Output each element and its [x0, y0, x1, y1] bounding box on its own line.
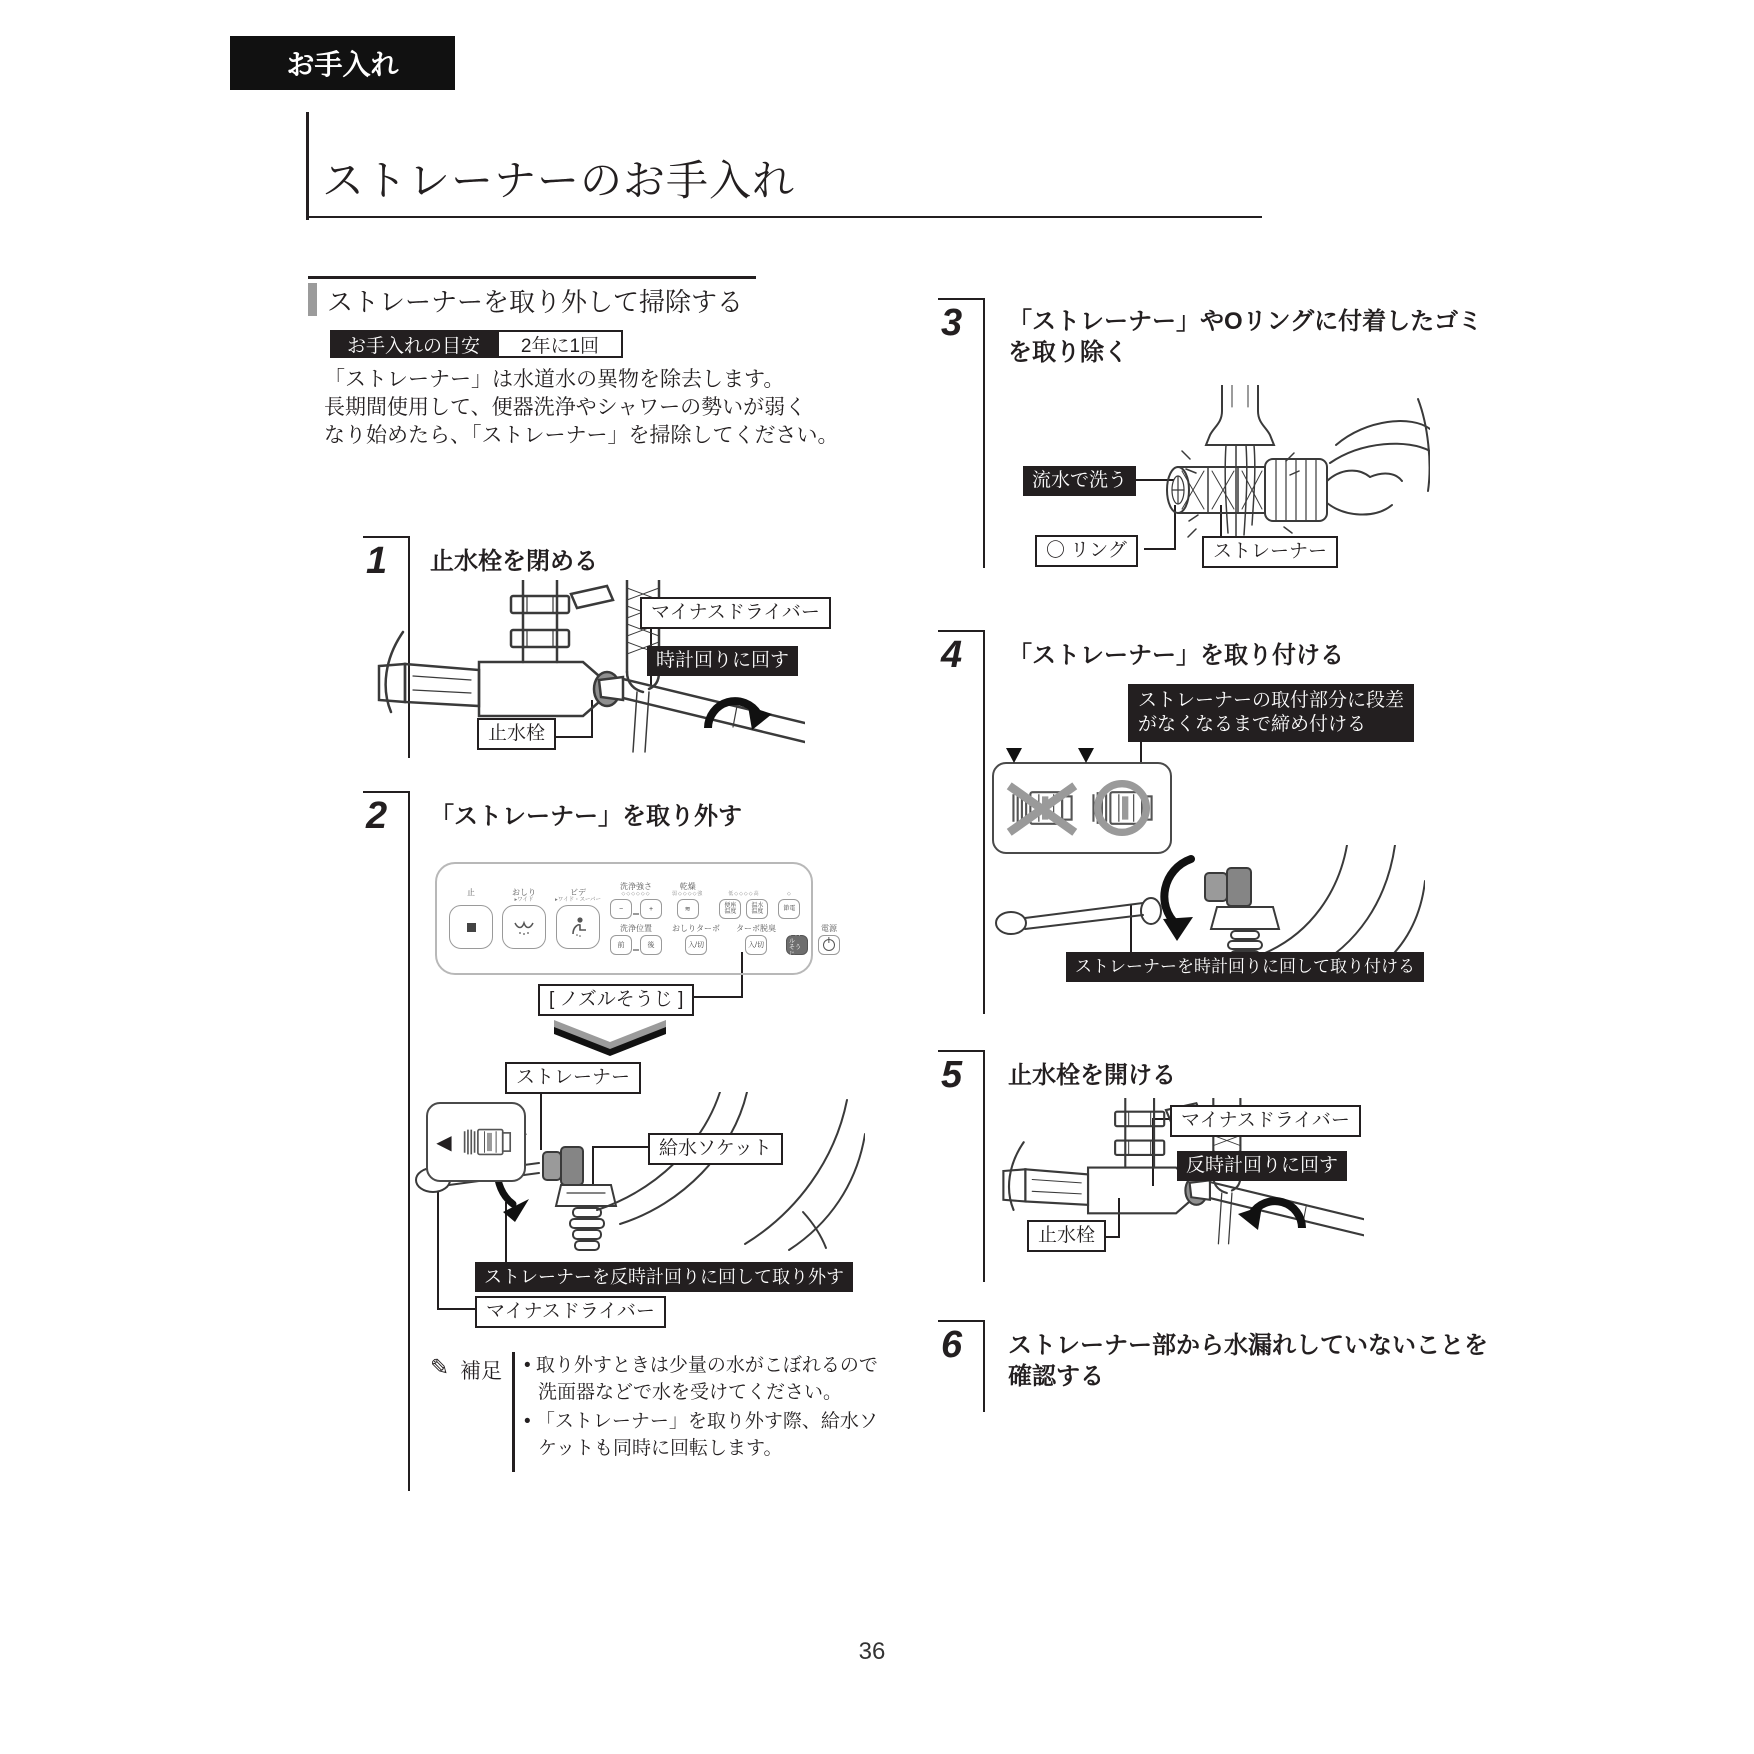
step2-strainer-label: ストレーナー [505, 1062, 641, 1094]
strainer-callout-bubble [426, 1102, 526, 1182]
remote-power-group [818, 924, 840, 955]
step2-socket-label: 給水ソケット [648, 1133, 783, 1165]
title-rule-horizontal [306, 216, 1262, 218]
step3-number: 3 [941, 302, 963, 344]
remote-dryer-button: ≋ [677, 899, 699, 919]
nozzle-l2: そうじ [789, 945, 802, 958]
step6-number: 6 [941, 1324, 963, 1366]
chapter-tab-label: お手入れ [286, 49, 399, 80]
step4-number: 4 [941, 634, 963, 676]
step4-tighten-label [1128, 684, 1414, 742]
strainer-part-icon [458, 1120, 516, 1164]
remote-nozzle-clean-button [786, 932, 808, 958]
step1-driver-label: マイナスドライバー [640, 597, 831, 629]
nozzle-l1: ノズル [789, 932, 801, 945]
remote-seat-temp-button [719, 899, 741, 919]
step1-rule-top [363, 536, 410, 538]
maintenance-guide-value [497, 330, 623, 358]
remote-dryer-scale: 弱◇◇◇◇強 [672, 891, 704, 897]
remote-dryer-label: 乾燥 [679, 882, 696, 891]
maintenance-guide-label [330, 330, 497, 358]
step3-rule-top [938, 298, 985, 300]
intro-line-2: 長期間使用して、便器洗浄やシャワーの勢いが弱く [324, 396, 807, 419]
spray-icon [511, 917, 537, 937]
step6-rule-side [983, 1320, 985, 1412]
remote-eco-scale: ◇ [787, 891, 792, 897]
step2-title: 「ストレーナー」を取り外す [430, 803, 742, 830]
remote-stop-group [449, 888, 493, 949]
remote-eco-button: 節電 [778, 899, 800, 919]
step3-rule-side [983, 298, 985, 568]
remote-dryer-group [672, 882, 703, 919]
step4-turn-label: ストレーナーを時計回りに回して取り付ける [1066, 952, 1424, 982]
nozzle-label-pointer-h [688, 996, 743, 998]
section-rule-top [308, 276, 756, 279]
remote-deodor-group [736, 924, 776, 955]
step5-driver-label: マイナスドライバー [1170, 1105, 1361, 1137]
step3-rinse-label: 流水で洗う [1023, 466, 1136, 496]
remote-bide-sub: ▸ワイド・スーパー [555, 897, 602, 903]
step5-turn-label: 反時計回りに回す [1177, 1151, 1347, 1181]
remote-stop-label: 止 [467, 888, 475, 897]
remote-oshiri-group [502, 888, 546, 949]
step4-rule-side [983, 630, 985, 1014]
step2-number: 2 [366, 795, 388, 837]
remote-deodor-button: 入/切 [745, 935, 767, 955]
intro-line-3: なり始めたら、「ストレーナー」を掃除してください。 [324, 424, 839, 447]
down-chevron-icon [552, 1020, 668, 1056]
remote-oshiri-sub: ▸ワイド [514, 897, 534, 903]
remote-strength-scale: ◇◇◇◇◇◇ [621, 891, 651, 897]
maintenance-guide-value-text: 2年に1回 [520, 335, 600, 357]
remote-oshiri-turbo-group [672, 924, 720, 955]
down-arrow-icon [1078, 748, 1094, 763]
remote-power-label: 電源 [821, 924, 838, 933]
button-connector [633, 949, 639, 951]
step2-nozzle-label: [ ノズルそうじ ] [538, 984, 694, 1016]
step1-valve-label: 止水栓 [477, 718, 556, 750]
remote-temp-group [719, 891, 768, 919]
correct-mount-icon [1085, 779, 1159, 837]
remote-oshiri-button [502, 905, 546, 949]
remote-button-panel [610, 882, 840, 958]
step6-title-line2: 確認する [1008, 1363, 1104, 1390]
step1-turn-label: 時計回りに回す [647, 646, 798, 676]
seated-person-icon [565, 916, 591, 938]
step4-compare-bubble [992, 762, 1172, 854]
title-rule-vertical [306, 112, 309, 220]
step2-turn-label: ストレーナーを反時計回りに回して取り外す [475, 1262, 853, 1292]
remote-nozzle-clean-group [786, 932, 808, 958]
wrong-mount-icon [1005, 779, 1079, 837]
remote-bide-group [555, 888, 601, 949]
section-title: ストレーナーを取り外して掃除する [327, 287, 744, 317]
step5-rule-top [938, 1050, 985, 1052]
step2-driver-pointer-h [437, 1308, 477, 1310]
water-temp-l2: 温度 [751, 909, 764, 915]
step5-rule-side [983, 1050, 985, 1282]
intro-line-1: 「ストレーナー」は水道水の異物を除去します。 [324, 368, 785, 391]
page-title: ストレーナーのお手入れ [322, 157, 796, 204]
step3-strainer-label: ストレーナー [1202, 536, 1338, 568]
clockwise-arrow-icon [700, 682, 772, 734]
step3-title-line1: 「ストレーナー」やOリングに付着したゴミ [1008, 308, 1483, 335]
button-connector [633, 913, 639, 915]
step6-title-line1: ストレーナー部から水漏れしていないことを [1008, 1332, 1488, 1359]
remote-bide-label: ビデ [570, 888, 587, 897]
remote-strength-plus-button: + [640, 899, 662, 919]
step5-title: 止水栓を開ける [1008, 1062, 1176, 1089]
remote-oshiri-turbo-label: おしりターボ [672, 924, 721, 933]
remote-oshiri-turbo-button: 入/切 [685, 935, 707, 955]
left-arrow-icon: ◀ [436, 1131, 452, 1154]
chapter-tab [230, 36, 455, 90]
note-bullets [524, 1352, 880, 1464]
page-number: 36 [858, 1638, 886, 1665]
seat-temp-l2: 温度 [724, 909, 737, 915]
remote-strength-label: 洗浄強さ [620, 882, 653, 891]
remote-temp-scale: 低◇◇◇◇高 [728, 891, 760, 897]
note-bullet-1: • 取り外すときは少量の水がこぼれるので洗面器などで水を受けてください。 [524, 1355, 878, 1403]
seat-temp-l1: 便座 [724, 902, 737, 909]
remote-position-group [610, 924, 662, 955]
remote-position-back-button: 後 [640, 935, 662, 955]
counterclockwise-arrow-icon [1238, 1182, 1310, 1234]
remote-stop-sub [470, 897, 472, 903]
step4-title: 「ストレーナー」を取り付ける [1008, 642, 1344, 669]
remote-control-illustration [435, 862, 838, 975]
remote-position-label: 洗浄位置 [620, 924, 653, 933]
step4-rule-top [938, 630, 985, 632]
remote-deodor-label: ターボ脱臭 [736, 924, 777, 933]
step3-oring-label: 〇 リング [1035, 535, 1138, 567]
stop-square-icon [467, 923, 476, 932]
step4-tighten-line1: ストレーナーの取付部分に段差 [1138, 690, 1405, 711]
step5-number: 5 [941, 1054, 963, 1096]
remote-position-front-button: 前 [610, 935, 632, 955]
step2-rule-side [408, 791, 410, 1491]
note-bullet-2: • 「ストレーナー」を取り外す際、給水ソケットも同時に回転します。 [524, 1411, 878, 1459]
step2-driver-label: マイナスドライバー [475, 1296, 666, 1328]
remote-strength-minus-button: − [610, 899, 632, 919]
step4-tighten-line2: がなくなるまで締め付ける [1138, 714, 1367, 735]
step3-title-line2: を取り除く [1008, 339, 1128, 366]
remote-power-button [818, 935, 840, 955]
remote-oshiri-label: おしり [512, 888, 536, 897]
remote-bide-button [556, 905, 600, 949]
pencil-icon: ✎ [430, 1354, 450, 1380]
note-label: 補足 [460, 1360, 502, 1383]
note-divider [512, 1352, 515, 1472]
remote-strength-group [610, 882, 662, 919]
remote-water-temp-button [746, 899, 768, 919]
step5-valve-label: 止水栓 [1027, 1220, 1106, 1252]
step2-rule-top [363, 791, 410, 793]
remote-eco-group [778, 891, 800, 919]
remote-stop-button [449, 905, 493, 949]
step6-rule-top [938, 1320, 985, 1322]
step1-number: 1 [366, 540, 388, 582]
down-arrow-icon [1006, 748, 1022, 763]
water-temp-l1: 温水 [751, 902, 764, 909]
section-accent-bar [308, 283, 317, 316]
power-icon [823, 939, 835, 951]
step1-title: 止水栓を閉める [430, 548, 598, 575]
maintenance-guide-label-text: お手入れの目安 [346, 335, 480, 357]
